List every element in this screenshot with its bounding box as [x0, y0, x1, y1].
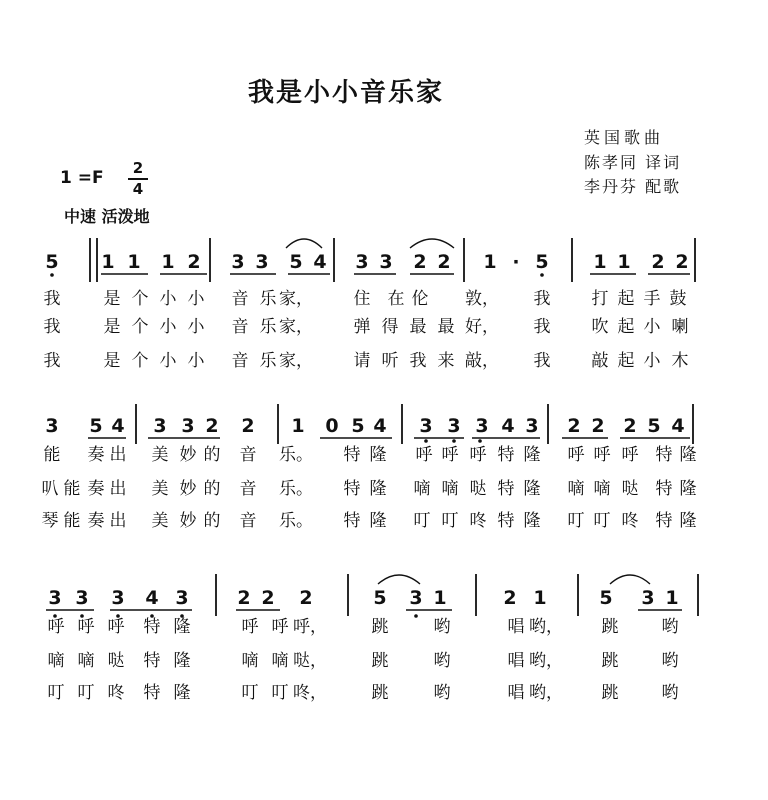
- lyric: 嘀: [271, 651, 289, 671]
- tempo-marking: 中速 活泼地: [64, 207, 150, 226]
- note: 3: [175, 587, 189, 609]
- lyric: 起: [617, 289, 635, 309]
- lyric: 嘀: [413, 479, 431, 499]
- lyric: 我: [43, 289, 61, 309]
- lyric: 特: [497, 511, 515, 531]
- note: 2: [299, 587, 313, 609]
- lyric: 特: [343, 445, 361, 465]
- octave-dot: [424, 439, 428, 443]
- lyric: 哟: [433, 651, 451, 671]
- note: 2: [567, 415, 581, 437]
- lyric: 唱: [507, 617, 525, 637]
- lyric: 家，: [279, 317, 313, 337]
- note: 3: [45, 415, 59, 437]
- note: 1: [533, 587, 547, 609]
- lyric: 哟: [661, 683, 679, 703]
- note: 1: [665, 587, 679, 609]
- note: 5: [351, 415, 365, 437]
- lyric: 音: [239, 479, 257, 499]
- lyric: 嘀: [593, 479, 611, 499]
- note: 5: [599, 587, 613, 609]
- lyric: 哟: [433, 617, 451, 637]
- note: 3: [255, 251, 269, 273]
- note: 2: [591, 415, 605, 437]
- lyric: 哟: [661, 651, 679, 671]
- lyric: 来: [437, 351, 455, 371]
- lyric: 起: [617, 317, 635, 337]
- octave-dot: [452, 439, 456, 443]
- lyric: 嘀: [47, 651, 65, 671]
- lyric: 小: [187, 351, 205, 371]
- note: 1: [593, 251, 607, 273]
- lyric: 小: [643, 317, 661, 337]
- lyric: 乐。: [279, 479, 313, 499]
- note: 4: [111, 415, 125, 437]
- lyric: 嘀: [77, 651, 95, 671]
- slur: [378, 575, 420, 584]
- lyric: 嘀: [441, 479, 459, 499]
- lyric: 个: [131, 289, 149, 309]
- lyric: 奏: [87, 511, 105, 531]
- lyric: 我: [533, 317, 551, 337]
- note: 3: [409, 587, 423, 609]
- lyric: 乐: [259, 351, 277, 371]
- lyric: 乐: [259, 317, 277, 337]
- lyric: 隆: [523, 511, 541, 531]
- note: 4: [313, 251, 327, 273]
- lyric: 隆: [679, 511, 697, 531]
- lyric: 咚: [107, 683, 125, 703]
- lyric: 个: [131, 317, 149, 337]
- lyric: 隆: [679, 479, 697, 499]
- note: 1: [101, 251, 115, 273]
- lyric: 音: [239, 511, 257, 531]
- lyric: 我: [43, 351, 61, 371]
- lyric: 特: [143, 617, 161, 637]
- lyric: 呼: [567, 445, 585, 465]
- note: 1: [617, 251, 631, 273]
- lyric: 小: [643, 351, 661, 371]
- lyric: 的: [203, 479, 221, 499]
- lyric: 小: [159, 317, 177, 337]
- lyric: 叮: [241, 683, 259, 703]
- lyric: 隆: [369, 445, 387, 465]
- lyric: 咚，: [293, 683, 327, 703]
- credit-translator: 陈孝同 译词: [584, 153, 682, 172]
- lyric: 我: [409, 351, 427, 371]
- note: 4: [145, 587, 159, 609]
- lyric: 跳: [371, 683, 389, 703]
- lyric: 咚: [621, 511, 639, 531]
- lyric: 住: [353, 289, 371, 309]
- note: 2: [261, 587, 275, 609]
- lyric: 家，: [279, 289, 313, 309]
- lyric: 在: [387, 289, 405, 309]
- lyric: 喇: [671, 317, 689, 337]
- slur: [286, 239, 322, 248]
- lyric: 打: [591, 289, 609, 309]
- note: 2: [241, 415, 255, 437]
- key-signature: 1 =F: [60, 168, 104, 188]
- note: 2: [205, 415, 219, 437]
- lyric: 伦: [411, 289, 429, 309]
- lyric: 特: [497, 445, 515, 465]
- lyric: 特: [343, 511, 361, 531]
- lyric: 小: [187, 289, 205, 309]
- note: 3: [153, 415, 167, 437]
- lyric: 跳: [371, 651, 389, 671]
- lyric: 哒: [469, 479, 487, 499]
- lyric: 小: [187, 317, 205, 337]
- lyric: 叮: [271, 683, 289, 703]
- lyric: 特: [655, 445, 673, 465]
- lyric: 特: [343, 479, 361, 499]
- lyric: 美: [151, 511, 169, 531]
- lyric: 敲: [591, 351, 609, 371]
- lyric: 叮: [441, 511, 459, 531]
- lyric: 哒: [621, 479, 639, 499]
- octave-dot: [540, 273, 544, 277]
- octave-dot: [414, 614, 418, 618]
- lyric: 奏: [87, 479, 105, 499]
- note: 3: [75, 587, 89, 609]
- lyric: 隆: [173, 617, 191, 637]
- lyric: 唱: [507, 683, 525, 703]
- lyric: 特: [497, 479, 515, 499]
- lyric: 叮: [593, 511, 611, 531]
- lyric: 乐: [259, 289, 277, 309]
- note: 2: [237, 587, 251, 609]
- lyric: 呼: [441, 445, 459, 465]
- lyric: 音: [231, 317, 249, 337]
- lyric: 呼: [593, 445, 611, 465]
- lyric: 手: [643, 289, 661, 309]
- lyric: 奏: [87, 445, 105, 465]
- lyric: 跳: [601, 683, 619, 703]
- note: 2: [651, 251, 665, 273]
- lyric: 小: [159, 289, 177, 309]
- note: 3: [641, 587, 655, 609]
- lyric: 嘀: [567, 479, 585, 499]
- lyric: 得: [381, 317, 399, 337]
- lyric: 能: [63, 479, 81, 499]
- lyric: 呼: [469, 445, 487, 465]
- lyric: 隆: [369, 511, 387, 531]
- note: 1: [433, 587, 447, 609]
- credit-origin: 英国歌曲: [584, 128, 665, 147]
- lyric: 我: [533, 289, 551, 309]
- lyric: 是: [103, 351, 121, 371]
- note: 5: [647, 415, 661, 437]
- lyric: 呼: [47, 617, 65, 637]
- lyric: 音: [231, 351, 249, 371]
- lyric: 嘀: [241, 651, 259, 671]
- lyric: 特: [655, 479, 673, 499]
- lyric: 哒，: [293, 651, 327, 671]
- lyric: 听: [381, 351, 399, 371]
- lyric: 跳: [601, 617, 619, 637]
- note: 5: [45, 251, 59, 273]
- note: 1: [483, 251, 497, 273]
- note: 5: [373, 587, 387, 609]
- note: 3: [379, 251, 393, 273]
- time-signature-top: 2: [132, 159, 144, 177]
- lyric: 呼，: [293, 617, 327, 637]
- note: 5: [289, 251, 303, 273]
- lyric: 特: [143, 651, 161, 671]
- lyric: 呼: [415, 445, 433, 465]
- note: 1: [161, 251, 175, 273]
- lyric: 叮: [413, 511, 431, 531]
- lyric: 哟: [661, 617, 679, 637]
- note: 2: [675, 251, 689, 273]
- lyric: 乐。: [279, 445, 313, 465]
- lyric: 叮: [567, 511, 585, 531]
- lyric: 是: [103, 289, 121, 309]
- lyric: 音: [239, 445, 257, 465]
- note: 4: [501, 415, 515, 437]
- lyric: 呼: [241, 617, 259, 637]
- time-signature-bottom: 4: [132, 180, 144, 198]
- lyric: 呼: [77, 617, 95, 637]
- lyric: 吹: [591, 317, 609, 337]
- note: 2: [413, 251, 427, 273]
- lyric: 我: [43, 317, 61, 337]
- credit-arranger: 李丹芬 配歌: [584, 177, 682, 196]
- octave-dot: [50, 273, 54, 277]
- lyric: 特: [143, 683, 161, 703]
- lyric: 敦，: [465, 289, 499, 309]
- note: 1: [291, 415, 305, 437]
- slur: [410, 239, 454, 248]
- note: 4: [671, 415, 685, 437]
- lyric: 呼: [107, 617, 125, 637]
- lyric: 琴: [41, 511, 59, 531]
- lyric: 我: [533, 351, 551, 371]
- lyric: 咚: [469, 511, 487, 531]
- lyric: 出: [109, 445, 127, 465]
- note: 2: [623, 415, 637, 437]
- lyric: 木: [671, 351, 689, 371]
- lyric: 出: [109, 479, 127, 499]
- note: 5: [89, 415, 103, 437]
- lyric: 妙: [179, 511, 197, 531]
- note: 2: [503, 587, 517, 609]
- lyric: 弹: [353, 317, 371, 337]
- lyric: 能: [43, 445, 61, 465]
- lyric: 哒: [107, 651, 125, 671]
- lyric: 呼: [621, 445, 639, 465]
- lyric: 最: [437, 317, 455, 337]
- lyric: 妙: [179, 445, 197, 465]
- lyric: 美: [151, 445, 169, 465]
- slur: [610, 575, 650, 584]
- note: 4: [373, 415, 387, 437]
- lyric: 小: [159, 351, 177, 371]
- lyric: 隆: [523, 445, 541, 465]
- lyric: 哟，: [529, 683, 563, 703]
- note: 3: [231, 251, 245, 273]
- lyric: 鼓: [669, 289, 687, 309]
- lyric: 乐。: [279, 511, 313, 531]
- lyric: 隆: [173, 683, 191, 703]
- lyric: 隆: [369, 479, 387, 499]
- lyric: 特: [655, 511, 673, 531]
- note: 2: [437, 251, 451, 273]
- lyric: 起: [617, 351, 635, 371]
- note: 3: [447, 415, 461, 437]
- note: 3: [355, 251, 369, 273]
- note: 3: [419, 415, 433, 437]
- lyric: 个: [131, 351, 149, 371]
- note: ·: [512, 251, 520, 273]
- lyric: 音: [231, 289, 249, 309]
- song-title: 我是小小音乐家: [248, 78, 445, 108]
- note: 2: [187, 251, 201, 273]
- lyric: 唱: [507, 651, 525, 671]
- note: 0: [325, 415, 339, 437]
- lyric: 叭: [41, 479, 59, 499]
- lyric: 隆: [523, 479, 541, 499]
- lyric: 跳: [601, 651, 619, 671]
- lyric: 敲，: [465, 351, 499, 371]
- lyric: 哟: [433, 683, 451, 703]
- note: 5: [535, 251, 549, 273]
- note: 3: [48, 587, 62, 609]
- note: 3: [525, 415, 539, 437]
- lyric: 最: [409, 317, 427, 337]
- lyric: 跳: [371, 617, 389, 637]
- lyric: 哟，: [529, 651, 563, 671]
- lyric: 呼: [271, 617, 289, 637]
- lyric: 请: [353, 351, 371, 371]
- lyric: 好，: [465, 317, 499, 337]
- lyric: 叮: [77, 683, 95, 703]
- lyric: 隆: [173, 651, 191, 671]
- lyric: 美: [151, 479, 169, 499]
- lyric: 哟，: [529, 617, 563, 637]
- note: 3: [181, 415, 195, 437]
- lyric: 出: [109, 511, 127, 531]
- lyric: 的: [203, 445, 221, 465]
- lyric: 家，: [279, 351, 313, 371]
- octave-dot: [478, 439, 482, 443]
- lyric: 能: [63, 511, 81, 531]
- lyric: 隆: [679, 445, 697, 465]
- lyric: 的: [203, 511, 221, 531]
- lyric: 是: [103, 317, 121, 337]
- lyric: 妙: [179, 479, 197, 499]
- lyric: 叮: [47, 683, 65, 703]
- note: 3: [111, 587, 125, 609]
- note: 3: [475, 415, 489, 437]
- note: 1: [127, 251, 141, 273]
